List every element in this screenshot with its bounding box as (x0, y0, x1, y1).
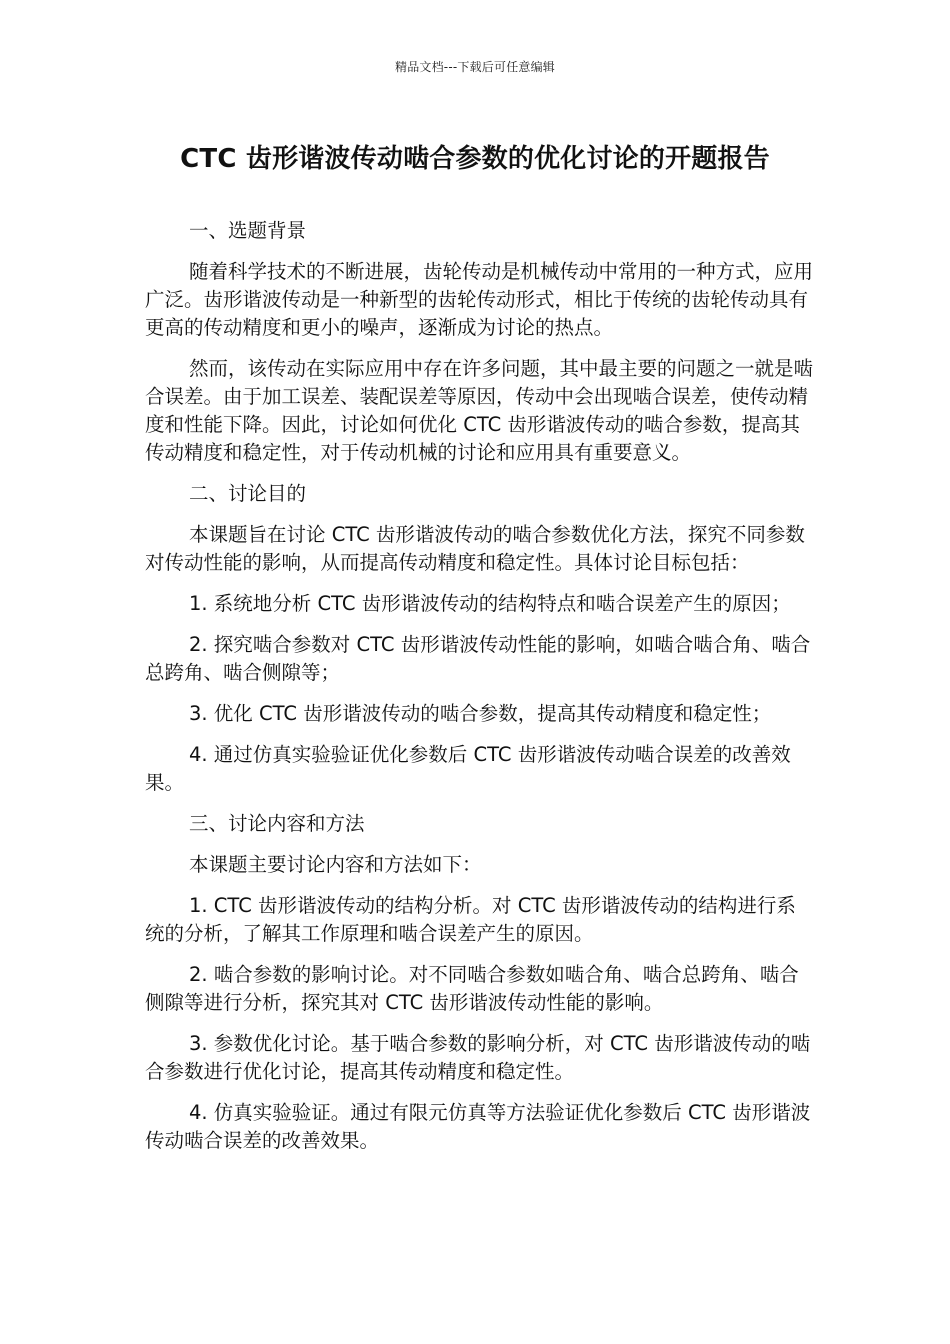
document-body (145, 217, 813, 1168)
list-item-purpose-3: 3. 优化 CTC 齿形谐波传动的啮合参数，提高其传动精度和稳定性； (189, 702, 772, 725)
list-item-method-2: 2. 啮合参数的影响讨论。对不同啮合参数如啮合角、啮合总跨角、啮合侧隙等进行分析，探究其对 CTC 齿形谐波传动性能的影响。 (145, 963, 799, 1014)
paragraph-methods-intro: 本课题主要讨论内容和方法如下： (189, 853, 482, 876)
document-title: CTC 齿形谐波传动啮合参数的优化讨论的开题报告 (180, 144, 770, 174)
section-heading-methods: 三、讨论内容和方法 (189, 812, 365, 835)
section-heading-background: 一、选题背景 (189, 219, 307, 242)
paragraph-purpose-intro: 本课题旨在讨论 CTC 齿形谐波传动的啮合参数优化方法，探究不同参数对传动性能的影响，从而提高传动精度和稳定性。具体讨论目标包括： (145, 523, 805, 574)
header-note: 精品文档---下载后可任意编辑 (395, 60, 555, 74)
paragraph-background-2: 然而，该传动在实际应用中存在许多问题，其中最主要的问题之一就是啮合误差。由于加工误差、装配误差等原因，传动中会出现啮合误差，使传动精度和性能下降。因此，讨论如何优化 CTC 齿形谐波传动的啮合参数，提高其传动精度和稳定性，对于传动机械的讨论和应用具有重要意义。 (145, 357, 814, 464)
list-item-method-3: 3. 参数优化讨论。基于啮合参数的影响分析，对 CTC 齿形谐波传动的啮合参数进行优化讨论，提高其传动精度和稳定性。 (145, 1032, 811, 1083)
list-item-purpose-2: 2. 探究啮合参数对 CTC 齿形谐波传动性能的影响，如啮合啮合角、啮合总跨角、啮合侧隙等； (145, 633, 811, 684)
list-item-method-1: 1. CTC 齿形谐波传动的结构分析。对 CTC 齿形谐波传动的结构进行系统的分析，了解其工作原理和啮合误差产生的原因。 (145, 894, 796, 945)
section-heading-purpose: 二、讨论目的 (189, 482, 307, 505)
list-item-purpose-4: 4. 通过仿真实验验证优化参数后 CTC 齿形谐波传动啮合误差的改善效果。 (145, 743, 791, 794)
paragraph-background-1: 随着科学技术的不断进展，齿轮传动是机械传动中常用的一种方式，应用广泛。齿形谐波传动是一种新型的齿轮传动形式，相比于传统的齿轮传动具有更高的传动精度和更小的噪声，逐渐成为讨论的热点。 (145, 260, 814, 339)
list-item-method-4: 4. 仿真实验验证。通过有限元仿真等方法验证优化参数后 CTC 齿形谐波传动啮合误差的改善效果。 (145, 1101, 811, 1152)
list-item-purpose-1: 1. 系统地分析 CTC 齿形谐波传动的结构特点和啮合误差产生的原因； (189, 592, 791, 615)
